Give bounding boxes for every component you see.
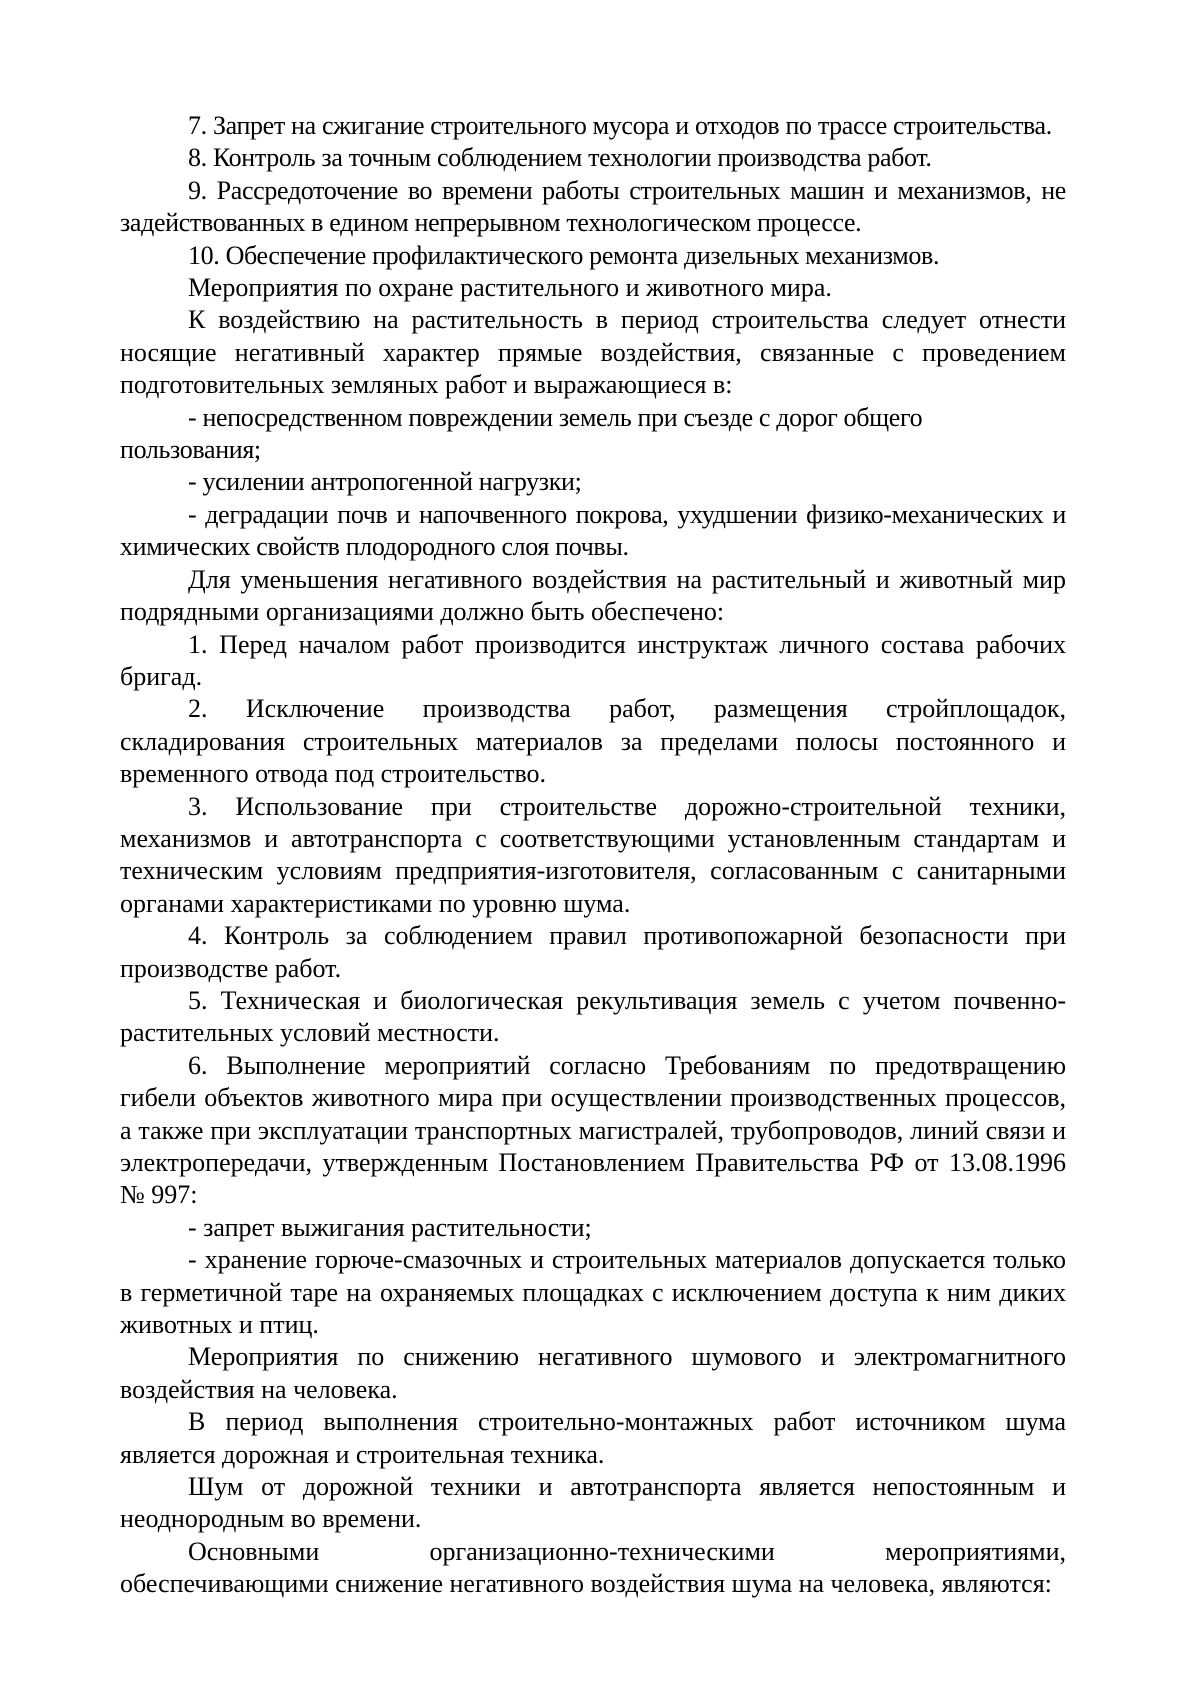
document-page <box>120 110 1066 1601</box>
numbered-item: 5. Техническая и биологическая рекультивация земель с учетом почвенно-растительных условий местности. <box>120 985 1066 1048</box>
paragraph: 7. Запрет на сжигание строительного мусора и отходов по трассе строительства. <box>188 111 1052 140</box>
list-item: - усилении антропогенной нагрузки; <box>188 467 582 497</box>
paragraph: К воздействию на растительность в период строительства следует отнести носящие негативный характер прямые воздействия, связанные с проведением подготовительных земляных работ и выражающиеся в: <box>120 305 1066 400</box>
numbered-item: 6. Выполнение мероприятий согласно Требованиям по предотвращению гибели объектов животного мира при осуществлении производственных процессов, а также при эксплуатации транспортных магистралей, трубопроводов, линий связи и электропередачи, утвержденным Постановлением Правительства РФ от 13.08.1996 № 997: <box>120 1050 1066 1210</box>
numbered-item: 4. Контроль за соблюдением правил противопожарной безопасности при производстве работ. <box>120 921 1066 983</box>
paragraph: 9. Рассредоточение во времени работы строительных машин и механизмов, не задействованных в едином непрерывном технологическом процессе. <box>120 175 1066 238</box>
paragraph: 10. Обеспечение профилактического ремонта дизельных механизмов. <box>188 240 940 270</box>
list-item: - деградации почв и напочвенного покрова, ухудшении физико-механических и химических свойств плодородного слоя почвы. <box>120 499 1066 562</box>
list-item: - непосредственном повреждении земель при съезде с дорог общего пользования; <box>120 402 923 465</box>
paragraph: Для уменьшения негативного воздействия на растительный и животный мир подрядными организациями должно быть обеспечено: <box>120 564 1066 627</box>
paragraph: В период выполнения строительно-монтажных работ источником шума является дорожная и строительная техника. <box>120 1407 1066 1469</box>
section-heading: Мероприятия по охране растительного и животного мира. <box>188 273 832 303</box>
list-item: - запрет выжигания растительности; <box>188 1212 592 1242</box>
paragraph: Шум от дорожной техники и автотранспорта является непостоянным и неоднородным во времени. <box>120 1472 1066 1534</box>
numbered-item: 1. Перед началом работ производится инструктаж личного состава рабочих бригад. <box>120 629 1066 691</box>
numbered-item: 2. Исключение производства работ, размещения стройплощадок, складирования строительных материалов за пределами полосы постоянного и временного отвода под строительство. <box>120 694 1066 789</box>
numbered-item: 3. Использование при строительстве дорожно-строительной техники, механизмов и автотранспорта с соответствующими установленным стандартам и техническим условиям предприятия-изготовителя, согласованным с санитарными органами характеристиками по уровню шума. <box>120 791 1066 918</box>
paragraph: 8. Контроль за точным соблюдением технологии производства работ. <box>188 143 932 173</box>
section-heading: Мероприятия по снижению негативного шумового и электромагнитного воздействия на человека. <box>120 1342 1066 1404</box>
list-item: - хранение горюче-смазочных и строительных материалов допускается только в герметичной таре на охраняемых площадках с исключением доступа к ним диких животных и птиц. <box>120 1245 1066 1340</box>
paragraph: Основными организационно-техническими мероприятиями, обеспечивающими снижение негативного воздействия шума на человека, являются: <box>120 1536 1066 1599</box>
